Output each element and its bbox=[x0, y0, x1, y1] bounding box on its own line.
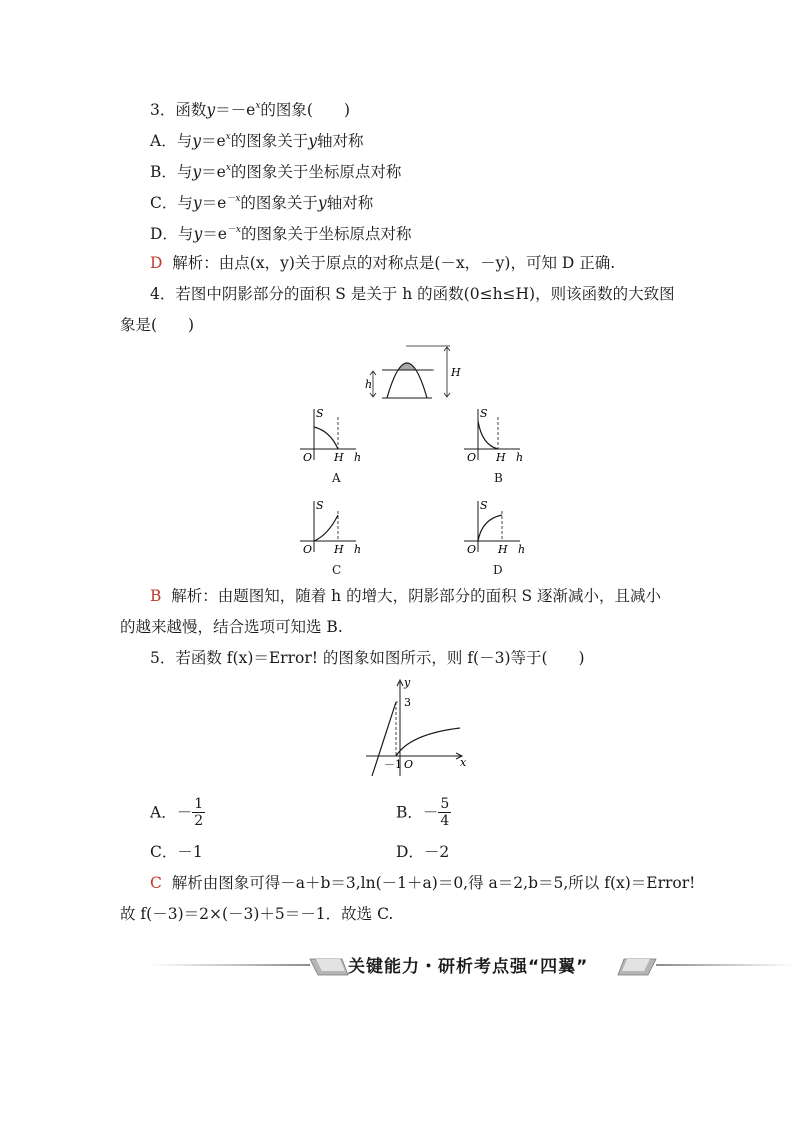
axis-h-label: h bbox=[518, 543, 526, 556]
axis-H-label: H bbox=[496, 451, 506, 464]
q5-option-d: D．－2 bbox=[396, 843, 450, 861]
q3-option-b: B．与$y=e^x$的图象关于坐标原点对称 bbox=[150, 163, 402, 181]
q4-label-c: C bbox=[332, 563, 342, 577]
q3-answer-letter: D bbox=[150, 254, 163, 272]
q4-label-d: D bbox=[493, 563, 503, 577]
axis-s-label: S bbox=[316, 499, 324, 512]
q5-answer-letter: C bbox=[150, 874, 162, 892]
axis-h-label: h bbox=[354, 451, 362, 464]
q4-analysis-line2: 的越来越慢，结合选项可知选 B. bbox=[120, 618, 343, 636]
q4-parabola-figure bbox=[360, 338, 470, 404]
q4-stem-line2: 象是( ) bbox=[120, 316, 195, 334]
axis-H-label: H bbox=[334, 451, 344, 464]
axis-s-label: S bbox=[480, 499, 488, 512]
q5-y-label: y bbox=[404, 676, 411, 689]
q4-graph-a-curve bbox=[314, 427, 338, 449]
section-banner-title: 关键能力・研析考点强“四翼” bbox=[348, 957, 589, 977]
q4-graph-c-curve bbox=[314, 515, 338, 541]
q5-log-branch bbox=[396, 728, 460, 756]
q4-fig-H-label: H bbox=[451, 366, 461, 379]
q5-option-b: B．－ $\frac{5}{4}$ bbox=[396, 796, 450, 829]
q5-analysis-line2: 故 f(－3)＝2×(－3)＋5＝－1．故选 C. bbox=[120, 905, 394, 923]
axis-s-label: S bbox=[316, 407, 324, 420]
axis-s-label: S bbox=[480, 407, 488, 420]
q4-graph-d-curve bbox=[478, 515, 502, 541]
q3-option-c: C．与$y=e^{-x}$的图象关于y轴对称 bbox=[150, 194, 374, 212]
q3-option-a: A．与$y=e^x$的图象关于y轴对称 bbox=[150, 132, 364, 150]
q4-graph-a bbox=[298, 405, 368, 467]
q4-graph-b-curve bbox=[478, 421, 498, 449]
q5-origin-label: O bbox=[404, 758, 414, 771]
q3-analysis: D 解析：由点(x，y)关于原点的对称点是(－x，－y)，可知 D 正确. bbox=[150, 254, 616, 272]
q4-graph-c bbox=[298, 497, 368, 559]
q5-tick-3: 3 bbox=[404, 696, 411, 709]
q4-label-a: A bbox=[332, 471, 341, 485]
q4-stem-line1: 4．若图中阴影部分的面积 S 是关于 h 的函数(0≤h≤H)，则该函数的大致图 bbox=[150, 285, 675, 303]
axis-o-label: O bbox=[303, 543, 313, 556]
q3-stem: 3．函数$y=-e^x$的图象( ) bbox=[150, 101, 351, 119]
q5-option-a: A．－ $\frac{1}{2}$ bbox=[150, 796, 204, 829]
q4-fig-h-label: h bbox=[365, 378, 373, 391]
axis-H-label: H bbox=[498, 543, 508, 556]
q5-function-graph bbox=[362, 676, 472, 780]
q4-graph-b bbox=[462, 405, 532, 467]
q3-option-d: D．与$y=e^{-x}$的图象关于坐标原点对称 bbox=[150, 225, 412, 243]
q5-x-label: x bbox=[460, 756, 467, 769]
axis-o-label: O bbox=[303, 451, 313, 464]
q4-answer-letter: B bbox=[150, 587, 162, 605]
q4-graph-d bbox=[462, 497, 532, 559]
q5-stem: 5．若函数 f(x)＝Error! 的图象如图所示，则 f(－3)等于( ) bbox=[150, 649, 585, 667]
axis-o-label: O bbox=[467, 543, 477, 556]
axis-H-label: H bbox=[334, 543, 344, 556]
axis-o-label: O bbox=[467, 451, 477, 464]
q5-analysis-line1: C 解析由图象可得－a＋b＝3,ln(－1＋a)＝0,得 a＝2,b＝5,所以 f(x)＝Error! bbox=[150, 874, 696, 892]
axis-h-label: h bbox=[354, 543, 362, 556]
q5-option-c: C．－1 bbox=[150, 843, 203, 861]
axis-h-label: h bbox=[516, 451, 524, 464]
q5-tick-neg1: －1 bbox=[384, 758, 402, 771]
q4-analysis-line1: B 解析：由题图知，随着 h 的增大，阴影部分的面积 S 逐渐减小，且减小 bbox=[150, 587, 662, 605]
q4-label-b: B bbox=[494, 471, 503, 485]
